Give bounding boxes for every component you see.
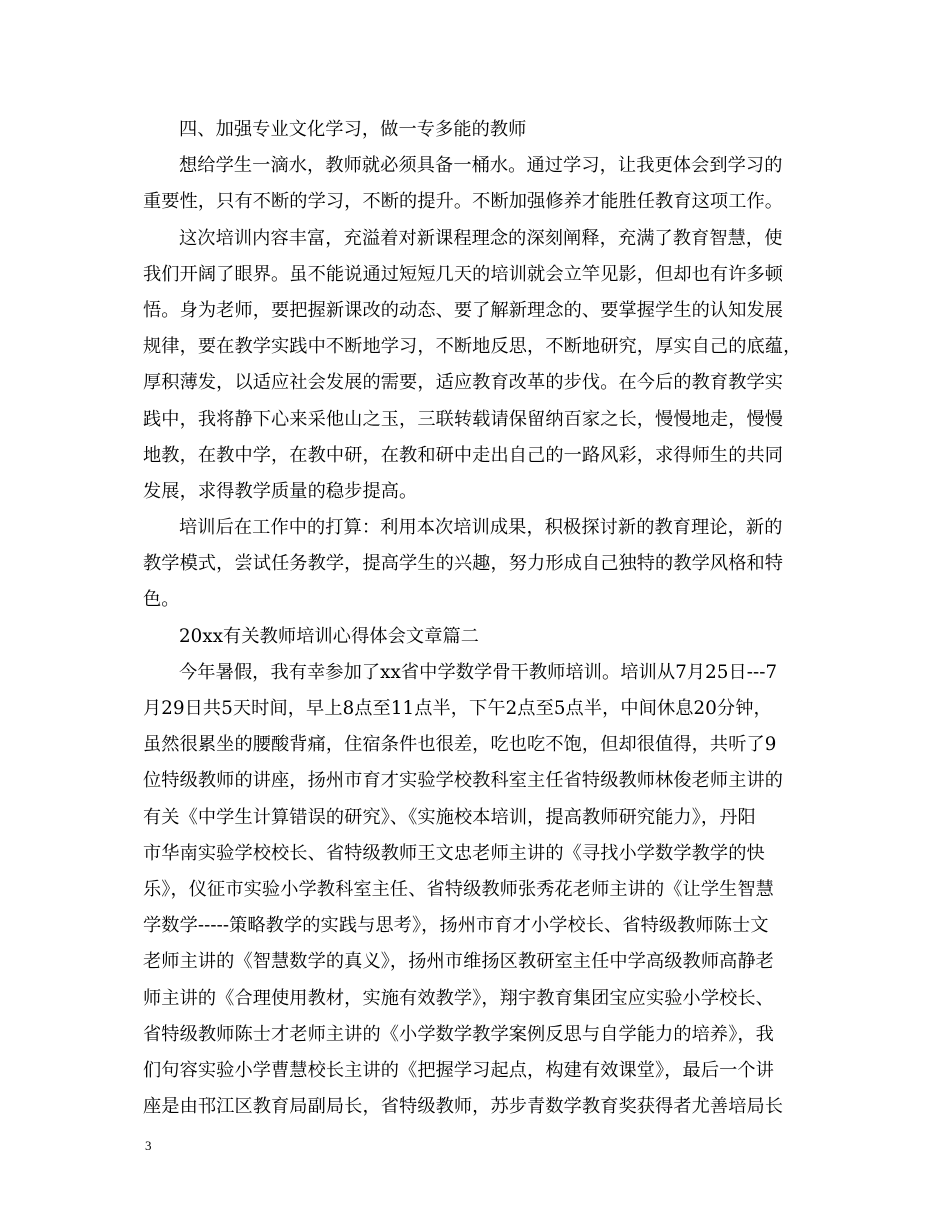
text-line: 想给学生一滴水，教师就必须具备一桶水。通过学习，让我更体会到学习的 bbox=[179, 155, 783, 177]
text-line: 老师主讲的《智慧数学的真义》，扬州市维扬区教研室主任中学高级教师高静老 bbox=[143, 951, 774, 973]
text-line: 虽然很累坐的腰酸背痛，住宿条件也很差，吃也吃不饱，但却很值得，共听了9 bbox=[143, 734, 777, 756]
text-line: 有关《中学生计算错误的研究》、《实施校本培训，提高教师研究能力》，丹阳 bbox=[143, 806, 756, 828]
text-line: 20xx有关教师培训心得体会文章篇二 bbox=[179, 625, 480, 647]
text-line: 规律，要在教学实践中不断地学习，不断地反思，不断地研究，厚实自己的底蕴， bbox=[143, 336, 802, 358]
text-line: 培训后在工作中的打算：利用本次培训成果，积极探讨新的教育理论，新的 bbox=[179, 517, 783, 539]
text-line: 乐》，仪征市实验小学教科室主任、省特级教师张秀花老师主讲的《让学生智慧 bbox=[143, 878, 774, 900]
body-text bbox=[143, 112, 823, 1125]
text-line: 色。 bbox=[143, 589, 180, 611]
text-line: 今年暑假，我有幸参加了xx省中学数学骨干教师培训。培训从7月25日---7 bbox=[179, 661, 778, 683]
text-line: 学数学-----策略教学的实践与思考》，扬州市育才小学校长、省特级教师陈士文 bbox=[143, 915, 769, 937]
text-line: 省特级教师陈士才老师主讲的《小学数学教学案例反思与自学能力的培养》，我 bbox=[143, 1023, 774, 1045]
text-line: 我们开阔了眼界。虽不能说通过短短几天的培训就会立竿见影，但却也有许多顿 bbox=[143, 263, 784, 285]
text-line: 市华南实验学校校长、省特级教师王文忠老师主讲的《寻找小学数学教学的快 bbox=[143, 842, 765, 864]
text-line: 位特级教师的讲座，扬州市育才实验学校教科室主任省特级教师林俊老师主讲的 bbox=[143, 770, 784, 792]
text-line: 这次培训内容丰富，充溢着对新课程理念的深刻阐释，充满了教育智慧，使 bbox=[179, 227, 783, 249]
text-line: 重要性，只有不断的学习，不断的提升。不断加强修养才能胜任教育这项工作。 bbox=[143, 191, 784, 213]
text-line: 座是由邗江区教育局副局长，省特级教师，苏步青数学教育奖获得者尤善培局长 bbox=[143, 1096, 784, 1118]
text-line: 们句容实验小学曹慧校长主讲的《把握学习起点，构建有效课堂》，最后一个讲 bbox=[143, 1059, 774, 1081]
text-line: 教学模式，尝试任务教学，提高学生的兴趣，努力形成自己独特的教学风格和特 bbox=[143, 553, 784, 575]
text-line: 践中，我将静下心来采他山之玉，三联转载请保留纳百家之长，慢慢地走，慢慢 bbox=[143, 408, 784, 430]
text-line: 师主讲的《合理使用教材，实施有效教学》，翔宇教育集团宝应实验小学校长、 bbox=[143, 987, 774, 1009]
page-number: 3 bbox=[145, 1138, 152, 1153]
text-line: 厚积薄发，以适应社会发展的需要，适应教育改革的步伐。在今后的教育教学实 bbox=[143, 372, 784, 394]
text-line: 发展，求得教学质量的稳步提高。 bbox=[143, 480, 418, 502]
text-line: 四、加强专业文化学习，做一专多能的教师 bbox=[179, 119, 527, 140]
text-line: 月29日共5天时间，早上8点至11点半，下午2点至5点半，中间休息20分钟， bbox=[143, 698, 772, 719]
text-line: 地教，在教中学，在教中研，在教和研中走出自己的一路风彩，求得师生的共同 bbox=[143, 444, 784, 466]
text-line: 悟。身为老师，要把握新课改的动态、要了解新理念的、要掌握学生的认知发展 bbox=[143, 299, 784, 321]
